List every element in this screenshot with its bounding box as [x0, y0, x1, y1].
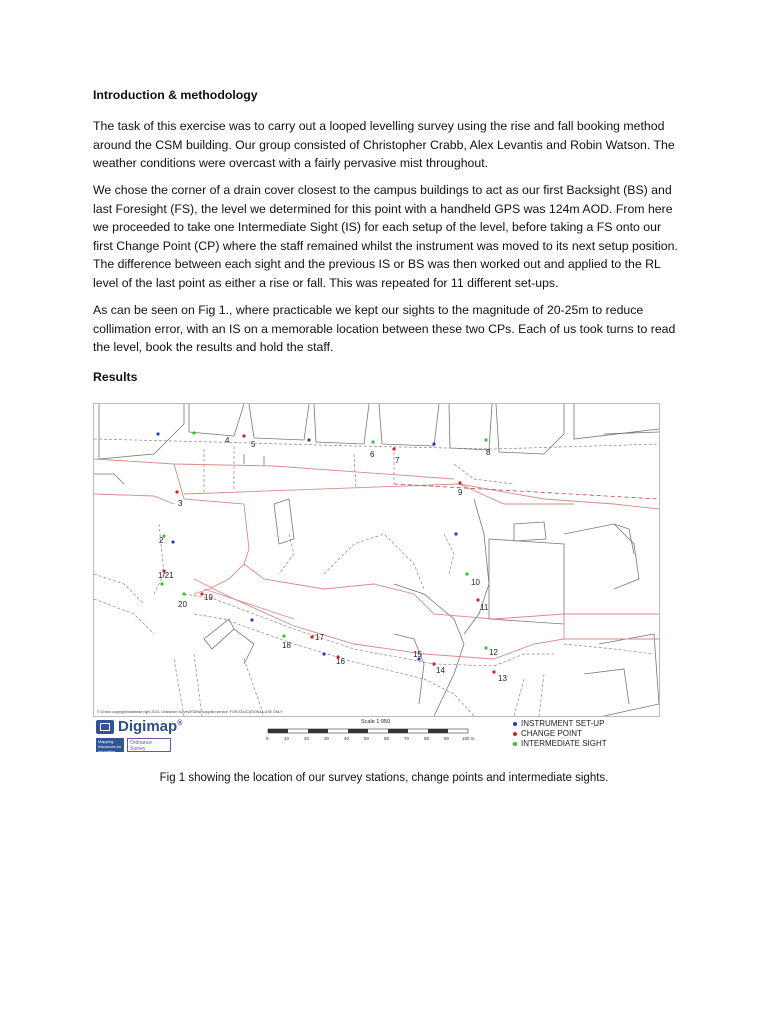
- paragraph-sights: As can be seen on Fig 1., where practicable we kept our sights to the magnitude of 20-25m to reduce collimation error, with an IS on a memorable location between these two CPs. Each of us took turns to read the level, book the results and hold the staff.: [93, 303, 676, 355]
- scale-tick: 50: [364, 736, 370, 741]
- heading-results: Results: [93, 370, 138, 384]
- station-label: 15: [413, 650, 422, 659]
- digimap-logo: [96, 718, 182, 735]
- edina-logo-text: Mapping resources for education: [96, 738, 124, 752]
- scale-tick: 40: [344, 736, 350, 741]
- map-footer: [93, 716, 658, 756]
- station-label: 3: [178, 499, 183, 508]
- ordnance-survey-logo: [96, 738, 171, 752]
- station-label: 14: [436, 666, 445, 675]
- scale-tick: 70: [404, 736, 410, 741]
- figure-caption: Fig 1 showing the location of our survey stations, change points and intermediate sights.: [159, 772, 609, 784]
- scale-tick: 100 m: [462, 736, 475, 741]
- station-label: 16: [336, 657, 345, 666]
- map-legend: [513, 719, 607, 749]
- scale-tick: 90: [444, 736, 450, 741]
- ordnance-survey-logo-text: Ordnance Survey: [127, 738, 171, 752]
- scale-tick: 60: [384, 736, 390, 741]
- paragraph-task: The task of this exercise was to carry out a looped levelling survey using the rise and fall booking method around the CSM building. Our group consisted of Christopher Crabb, Alex Levantis and Robin Watson. The weather conditions were overcast with a fairly pervasive mist throughout.: [93, 119, 675, 171]
- station-label: 1/21: [158, 571, 174, 580]
- station-label: 19: [204, 593, 213, 602]
- station-label: 9: [458, 488, 463, 497]
- station-label: 8: [486, 448, 491, 457]
- scale-tick: 10: [284, 736, 290, 741]
- legend-dot-icon: [513, 732, 517, 736]
- digimap-logo-text: Digimap®: [118, 718, 183, 735]
- scale-tick: 0: [266, 736, 269, 741]
- scale-tick: 20: [304, 736, 310, 741]
- station-label: 2: [159, 536, 164, 545]
- scale-bar: [263, 727, 503, 749]
- legend-item-change-point: CHANGE POINT: [513, 729, 607, 739]
- station-label: 17: [315, 633, 324, 642]
- heading-introduction: Introduction & methodology: [93, 88, 258, 102]
- station-label: 4: [225, 436, 230, 445]
- station-label: 7: [395, 456, 400, 465]
- digimap-logo-icon: [96, 720, 114, 734]
- scale-label: Scale 1:950: [361, 719, 391, 725]
- station-label: 18: [282, 641, 291, 650]
- station-label: 6: [370, 450, 375, 459]
- station-label: 13: [498, 674, 507, 683]
- station-label: 10: [471, 578, 480, 587]
- survey-map: [93, 403, 660, 717]
- station-label: 5: [251, 440, 256, 449]
- scale-tick: 30: [324, 736, 330, 741]
- legend-dot-icon: [513, 742, 517, 746]
- map-copyright: © Crown copyright/database right 2013. Ordnance Survey/EDINA supplied service. FOR EDUCATIONAL USE ONLY: [97, 710, 283, 714]
- legend-item-intermediate: INTERMEDIATE SIGHT: [513, 739, 607, 749]
- legend-dot-icon: [513, 722, 517, 726]
- scale-tick: 80: [424, 736, 430, 741]
- station-label: 11: [480, 603, 489, 612]
- station-label: 20: [178, 600, 187, 609]
- legend-item-instrument: INSTRUMENT SET-UP: [513, 719, 607, 729]
- station-label: 12: [489, 648, 498, 657]
- map-drawing: [94, 404, 659, 716]
- paragraph-method: We chose the corner of a drain cover closest to the campus buildings to act as our first Backsight (BS) and last Foresight (FS), the level we determined for this point with a handheld GPS was 124m AOD. From here we proceeded to take one Intermediate Sight (IS) for each setup of the level, before taking a FS onto our first Change Point (CP) where the staff remained whilst the instrument was moved to its next setup position. The difference between each sight and the previous IS or BS was then worked out and applied to the RL level of the last point as either a rise or fall. This was repeated for 11 different set-ups.: [93, 183, 678, 290]
